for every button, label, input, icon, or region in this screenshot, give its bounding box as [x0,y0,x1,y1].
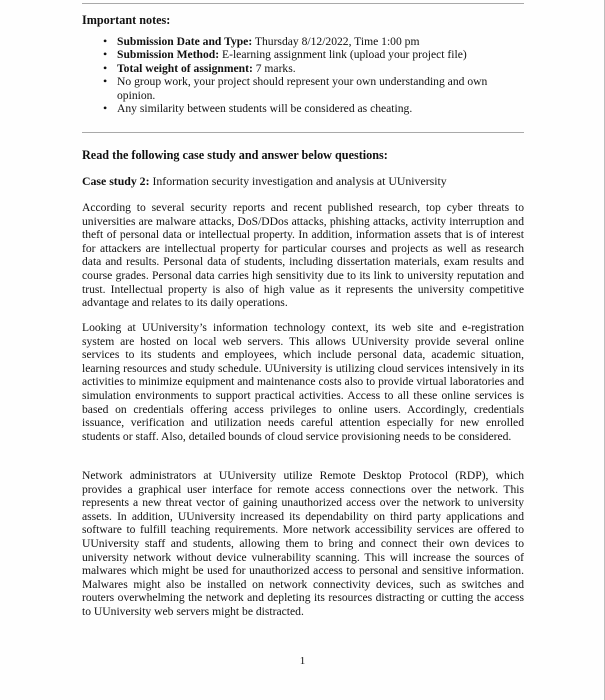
note-item-submission-method [82,48,524,61]
note-text: E-learning assignment link (upload your project file) [219,48,467,62]
important-notes-list [82,35,524,115]
note-label: Total weight of assignment: [117,61,253,75]
note-label: Submission Method: [117,48,220,62]
important-notes-title: Important notes: [82,13,171,27]
note-item-total-weight [82,62,524,75]
note-item-similarity [82,102,524,115]
note-text: 7 marks. [252,61,296,75]
note-item-submission-date [82,35,524,48]
instructions-heading: Read the following case study and answer below questions: [82,148,388,162]
note-label: Submission Date and Type: [117,35,253,48]
note-text: Thursday 8/12/2022, Time 1:00 pm [252,35,420,48]
case-study-title [82,174,447,188]
case-study-name: Information security investigation and analysis at UUniversity [149,174,447,188]
paragraph-threats: According to several security reports and recent published research, top cyber threats to universities are malware attacks, DoS/DDos attacks, phishing attacks, activity interruption and theft of personal data or intellectual property. In addition, information assets that is of interest for attackers are intellectual property for particular courses and projects as well as research data and results. Personal data of students, including dissertation materials, exam results and course grades. Personal data carries high sensitivity due to its link to university reputation and trust. Intellectual property is also of high value as it represents the university competitive advantage and relates to its daily operations. [82,201,524,310]
paragraph-it-context: Looking at UUniversity’s information technology context, its web site and e-registration system are hosted on local web servers. This allows UUniversity provide several online services to its students and employees, which include personal data, academic situation, learning resources and study schedule. UUniversity is utilizing cloud services intensively in its activities to minimize equipment and maintenance costs also to provide virtual laboratories and simulation environments to support practical activities. Access to all these online services is based on credentials offering access privileges to online users. Accordingly, credentials issuance, verification and utilization needs careful attention especially for new enrolled students or staff. Also, detailed bounds of cloud service provisioning needs to be considered. [82,321,524,443]
note-text: No group work, your project should represent your own understanding and own opinion. [117,75,488,102]
note-text: Any similarity between students will be considered as cheating. [117,102,413,116]
top-divider [82,3,524,4]
page-number: 1 [299,655,306,667]
paragraph-network: Network administrators at UUniversity utilize Remote Desktop Protocol (RDP), which provides a graphical user interface for remote access connections over the network. This represents a new threat vector of gaining unauthorized access over the network to university assets. In addition, UUniversity increased its dependability on third party applications and software to fulfill teaching requirements. More network accessibility services are offered to UUniversity staff and students, allowing them to bring and connect their own devices to university network without device vulnerability scanning. This will increase the sources of malwares which might be used for unauthorized access to personal and sensitive information. Malwares might also be installed on network connectivity devices, such as switches and routers overwhelming the network and depleting its resources distracting or cutting the access to UUniversity web servers might be distracted. [82,469,524,618]
case-study-label: Case study 2: [82,174,150,188]
note-item-no-group-work [82,75,524,102]
section-divider [82,132,524,133]
